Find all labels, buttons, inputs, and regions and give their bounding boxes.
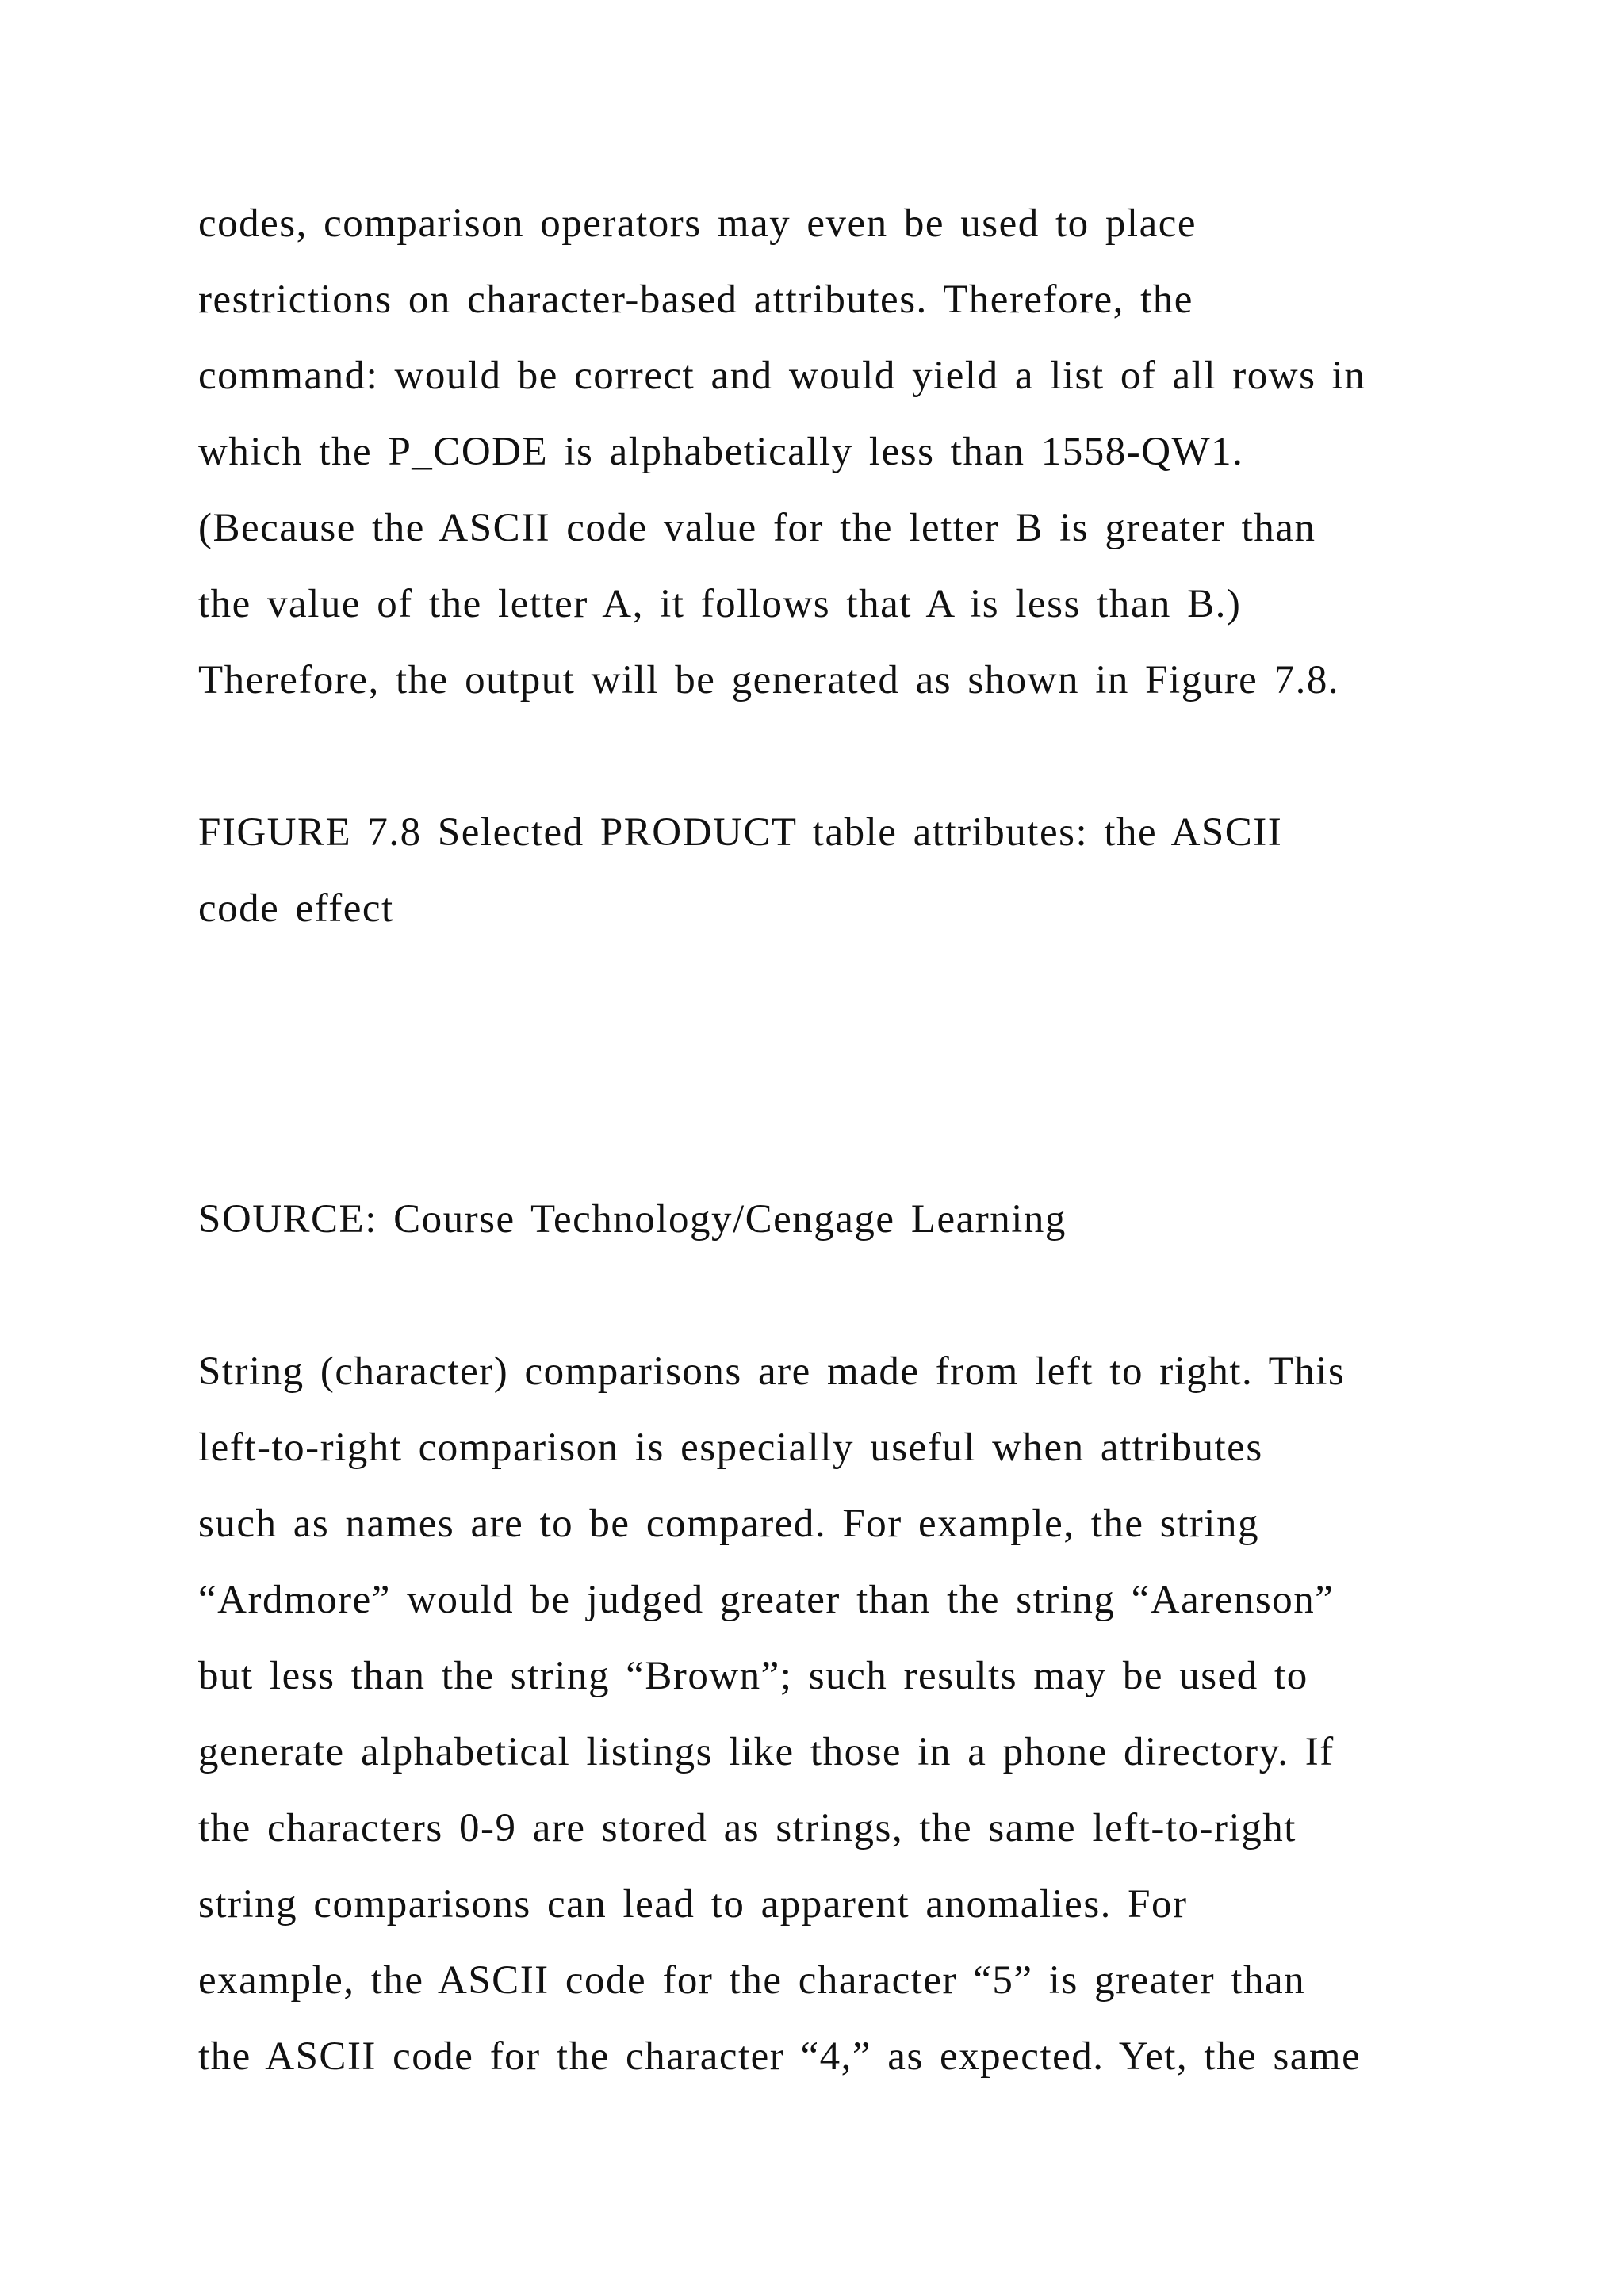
text-line: Therefore, the output will be generated as shown in Figure 7.8.	[198, 658, 1340, 702]
text-line: but less than the string “Brown”; such results may be used to	[198, 1654, 1308, 1698]
text-line: codes, comparison operators may even be used to place	[198, 201, 1197, 246]
text-line: left-to-right comparison is especially useful when attributes	[198, 1425, 1263, 1470]
text-line: the ASCII code for the character “4,” as expected. Yet, the same	[198, 2034, 1362, 2079]
text-line: which the P_CODE is alphabetically less than 1558-QW1.	[198, 430, 1244, 474]
text-line: the characters 0-9 are stored as strings, the same left-to-right	[198, 1806, 1297, 1850]
text-line: restrictions on character-based attributes. Therefore, the	[198, 277, 1193, 322]
text-line: generate alphabetical listings like those in a phone directory. If	[198, 1730, 1335, 1774]
figure-source: SOURCE: Course Technology/Cengage Learning	[198, 1197, 1067, 1242]
text-line: (Because the ASCII code value for the letter B is greater than	[198, 506, 1316, 550]
text-line: string comparisons can lead to apparent anomalies. For	[198, 1882, 1188, 1927]
text-line: such as names are to be compared. For example, the string	[198, 1502, 1259, 1546]
text-line: the value of the letter A, it follows that A is less than B.)	[198, 582, 1242, 626]
text-line: String (character) comparisons are made from left to right. This	[198, 1349, 1346, 1394]
text-line: “Ardmore” would be judged greater than the string “Aarenson”	[198, 1578, 1335, 1622]
caption-line: FIGURE 7.8 Selected PRODUCT table attributes: the ASCII	[198, 810, 1283, 855]
caption-line: code effect	[198, 886, 394, 931]
text-line: command: would be correct and would yield a list of all rows in	[198, 354, 1366, 398]
text-line: example, the ASCII code for the character “5” is greater than	[198, 1958, 1306, 2003]
